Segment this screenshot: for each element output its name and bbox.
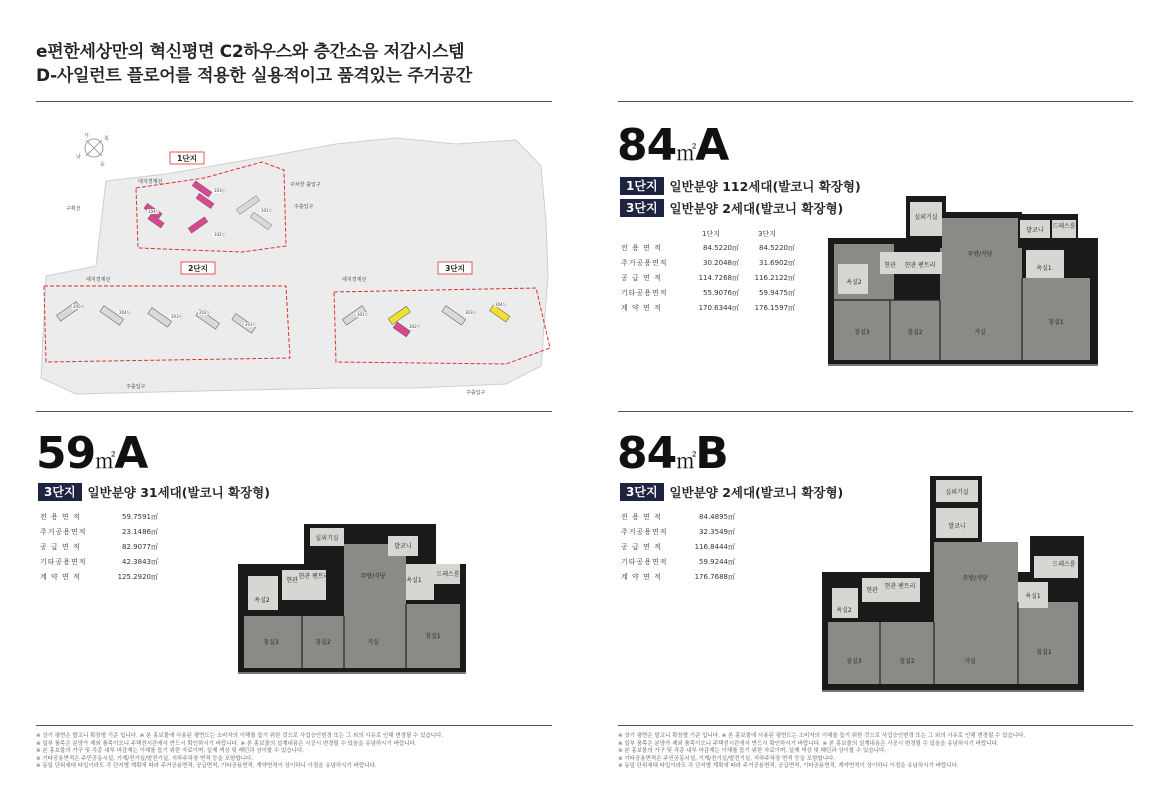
footnote: ※ 동일 단위세대 타입이라도 각 단지별 계획에 따라 주거공용면적, 공급면적, 기타공용면적, 계약면적이 상이하니 이점을 유념하시기 바랍니다. bbox=[618, 763, 959, 770]
room-label: 실외기실 bbox=[914, 214, 938, 221]
building-label: 304동 bbox=[495, 302, 507, 307]
gate-label: 주출입구 bbox=[294, 204, 314, 210]
room-label: 현관 팬트리 bbox=[884, 583, 916, 590]
room-label: 욕실1 bbox=[406, 577, 422, 584]
sales-text: 일반분양 2세대(발코니 확장형) bbox=[669, 485, 844, 500]
room-label: 드레스룸 bbox=[1052, 561, 1076, 568]
footnote: ※ 본 홍보물의 가구 및 각종 내부 마감재는 이해를 돕기 위한 자료이며, 실제 색상 및 패턴과 상이할 수 있습니다. bbox=[618, 748, 887, 755]
table-row: 주거공용면적 23.1486㎡ bbox=[40, 527, 158, 536]
room-label: 주방/식당 bbox=[360, 573, 386, 580]
room-label: 주방/식당 bbox=[962, 575, 988, 582]
building-label: 301동 bbox=[357, 312, 369, 317]
room-label: 실외기실 bbox=[945, 489, 969, 496]
room-label: 거실 bbox=[964, 658, 976, 665]
table-row: 기타공용면적 42.3843㎡ bbox=[40, 557, 158, 566]
table-row: 계 약 면 적 176.7688㎡ bbox=[621, 572, 735, 581]
area-table-84b bbox=[621, 509, 735, 584]
room-label: 욕실1 bbox=[1025, 593, 1041, 600]
footnote: ※ 일부 품목은 분양가 제외 품목이오니 주택전시관에서 반드시 확인하시기 바랍니다. ※ 본 홍보물의 설계내용은 시공시 변경될 수 있음을 유념하시기 바랍니다. bbox=[36, 740, 417, 747]
building-label: 303동 bbox=[465, 310, 477, 315]
building-label: 101동 bbox=[261, 208, 273, 213]
room-label: 드레스룸 bbox=[1052, 223, 1076, 230]
table-row: 공 급 면 적 116.8444㎡ bbox=[621, 542, 735, 551]
room-label: 실외기실 bbox=[315, 535, 339, 542]
table-row: 공 급 면 적 114.7268㎡ 116.2122㎡ bbox=[621, 273, 795, 282]
sales-row bbox=[620, 177, 861, 195]
floorplan-59a bbox=[238, 520, 468, 680]
compass-w: 서 bbox=[84, 133, 89, 139]
unit-84b-title: 84㎡B bbox=[617, 428, 728, 479]
sales-row bbox=[38, 483, 270, 501]
sales-row bbox=[620, 483, 843, 501]
compass-s: 남 bbox=[76, 154, 81, 160]
divider bbox=[36, 101, 552, 102]
table-row: 공 급 면 적 82.9077㎡ bbox=[40, 542, 158, 551]
room-label: 욕실2 bbox=[846, 279, 862, 286]
headline bbox=[36, 40, 472, 88]
floorplan-84b bbox=[820, 472, 1090, 698]
room-label: 발코니 bbox=[394, 543, 412, 550]
table-row: 전 용 면 적 84.4895㎡ bbox=[621, 512, 735, 521]
building-label: 204동 bbox=[119, 310, 131, 315]
headline-line2: D-사일런트 플로어를 적용한 실용적이고 품격있는 주거공간 bbox=[36, 66, 472, 86]
block-badge: 3단지 bbox=[620, 483, 664, 501]
sales-text: 일반분양 2세대(발코니 확장형) bbox=[669, 201, 844, 216]
sales-text: 일반분양 112세대(발코니 확장형) bbox=[669, 179, 861, 194]
room-label: 침실3 bbox=[263, 639, 279, 646]
room-label: 욕실2 bbox=[836, 607, 852, 614]
footnotes-left bbox=[36, 733, 552, 771]
gate-label: 주출입구 bbox=[126, 384, 146, 390]
room-label: 현관 bbox=[866, 587, 878, 594]
block-badge: 3단지 bbox=[620, 199, 664, 217]
block-badge: 1단지 bbox=[620, 177, 664, 195]
building-label: 104동 bbox=[148, 209, 160, 214]
area-table-84a: 1단지 3단지 전 용 면 적 84.5220㎡ 84.5220㎡ 주거공용면적 30.2048㎡ 31.6902㎡ 공 급 면 적 114.7268㎡ 116.2122㎡ 기타공용면적 55.9076㎡ 59.9475㎡ 계 약 면 적 170.6344㎡ 176.1597㎡ bbox=[621, 228, 795, 315]
boundary-label: 대지경계선 bbox=[86, 277, 111, 283]
site-map bbox=[36, 126, 556, 404]
room-label: 거실 bbox=[974, 329, 986, 336]
table-row: 주거공용면적 32.3549㎡ bbox=[621, 527, 735, 536]
room-label: 욕실1 bbox=[1036, 265, 1052, 272]
footnote: ※ 동일 단위세대 타입이라도 각 단지별 계획에 따라 주거공용면적, 공급면적, 기타공용면적, 계약면적이 상이하니 이점을 유념하시기 바랍니다. bbox=[36, 763, 377, 770]
headline-line1: e편한세상만의 혁신평면 C2하우스와 층간소음 저감시스템 bbox=[36, 42, 465, 62]
building-label: 103동 bbox=[214, 188, 226, 193]
gate-left-label: 구획선 bbox=[66, 206, 81, 212]
room-label: 침실2 bbox=[907, 329, 923, 336]
room-label: 침실1 bbox=[1048, 319, 1064, 326]
room-label: 드레스룸 bbox=[436, 571, 460, 578]
table-row: 계 약 면 적 170.6344㎡ 176.1597㎡ bbox=[621, 303, 795, 312]
divider bbox=[36, 411, 552, 412]
block2-label: 2단지 bbox=[188, 264, 208, 273]
room-label: 침실2 bbox=[899, 658, 915, 665]
room-label: 침실2 bbox=[315, 639, 331, 646]
room-label: 주방/식당 bbox=[967, 251, 993, 258]
room-label: 현관 bbox=[286, 577, 298, 584]
block3-label: 3단지 bbox=[445, 264, 465, 273]
compass-icon bbox=[76, 132, 109, 168]
building-label: 202동 bbox=[199, 310, 211, 315]
footnote: ※ 일부 품목은 분양가 제외 품목이오니 주택전시관에서 반드시 확인하시기 바랍니다. ※ 본 홍보물의 설계내용은 시공시 변경될 수 있음을 유념하시기 바랍니다. bbox=[618, 740, 999, 747]
sales-text: 일반분양 31세대(발코니 확장형) bbox=[87, 485, 270, 500]
building-label: 201동 bbox=[245, 322, 257, 327]
unit-84a-title: 84㎡A bbox=[617, 120, 729, 171]
table-row: 전 용 면 적 84.5220㎡ 84.5220㎡ bbox=[621, 243, 795, 252]
footnote: ※ 상기 평면은 발코니 확장형 기준 입니다. ※ 본 홍보물에 사용된 평면도는 소비자의 이해를 돕기 위한 것으로 사업승인변경 또는 그 외의 사유로 인해 변경될 수 있습니다. bbox=[36, 733, 444, 739]
room-label: 침실1 bbox=[425, 633, 441, 640]
block1-label: 1단지 bbox=[177, 154, 197, 163]
footnotes-right bbox=[618, 733, 1133, 771]
parking-label: 주차장 출입구 bbox=[290, 182, 321, 188]
building-label: 203동 bbox=[171, 314, 183, 319]
room-label: 발코니 bbox=[1026, 227, 1044, 234]
unit-59a-title: 59㎡A bbox=[36, 428, 148, 479]
sales-row bbox=[620, 199, 843, 217]
block-badge: 3단지 bbox=[38, 483, 82, 501]
room-label: 욕실2 bbox=[254, 597, 270, 604]
room-label: 침실3 bbox=[854, 329, 870, 336]
building-label: 205동 bbox=[73, 304, 85, 309]
gate-label: 주출입구 bbox=[466, 390, 486, 396]
footnote: ※ 기타공용면적은 주민공동시설, 기계/전기실/발전기실, 지하주차장 면적 등을 포함합니다. bbox=[618, 755, 836, 762]
footnote: ※ 상기 평면은 발코니 확장형 기준 입니다. ※ 본 홍보물에 사용된 평면도는 소비자의 이해를 돕기 위한 것으로 사업승인변경 또는 그 외의 사유로 인해 변경될 수 있습니다. bbox=[618, 733, 1026, 739]
divider bbox=[618, 101, 1133, 102]
divider bbox=[618, 411, 1133, 412]
table-row: 전 용 면 적 59.7591㎡ bbox=[40, 512, 158, 521]
room-label: 침실3 bbox=[846, 658, 862, 665]
room-label: 현관 팬트리 bbox=[904, 262, 936, 269]
boundary-label: 대지경계선 bbox=[138, 179, 163, 185]
footnote: ※ 본 홍보물의 가구 및 각종 내부 마감재는 이해를 돕기 위한 자료이며, 실제 색상 및 패턴과 상이할 수 있습니다. bbox=[36, 748, 305, 755]
room-label: 침실1 bbox=[1036, 649, 1052, 656]
boundary-label: 대지경계선 bbox=[342, 277, 367, 283]
divider bbox=[618, 725, 1133, 726]
room-label: 현관 bbox=[884, 262, 896, 269]
room-label: 거실 bbox=[367, 639, 379, 646]
room-label: 발코니 bbox=[948, 523, 966, 530]
table-row: 주거공용면적 30.2048㎡ 31.6902㎡ bbox=[621, 258, 795, 267]
divider bbox=[36, 725, 552, 726]
room-label: 현관 팬트리 bbox=[298, 573, 330, 580]
building-label: 302동 bbox=[409, 324, 421, 329]
compass-e: 동 bbox=[100, 162, 105, 168]
area-table-59a bbox=[40, 509, 158, 584]
table-row: 기타공용면적 59.9244㎡ bbox=[621, 557, 735, 566]
footnote: ※ 기타공용면적은 주민공동시설, 기계/전기실/발전기실, 지하주차장 면적 등을 포함합니다. bbox=[36, 755, 254, 762]
building-label: 102동 bbox=[214, 232, 226, 237]
compass-n: 북 bbox=[104, 136, 109, 142]
floorplan-84a bbox=[828, 192, 1098, 370]
table-row: 계 약 면 적 125.2920㎡ bbox=[40, 572, 158, 581]
table-row: 기타공용면적 55.9076㎡ 59.9475㎡ bbox=[621, 288, 795, 297]
